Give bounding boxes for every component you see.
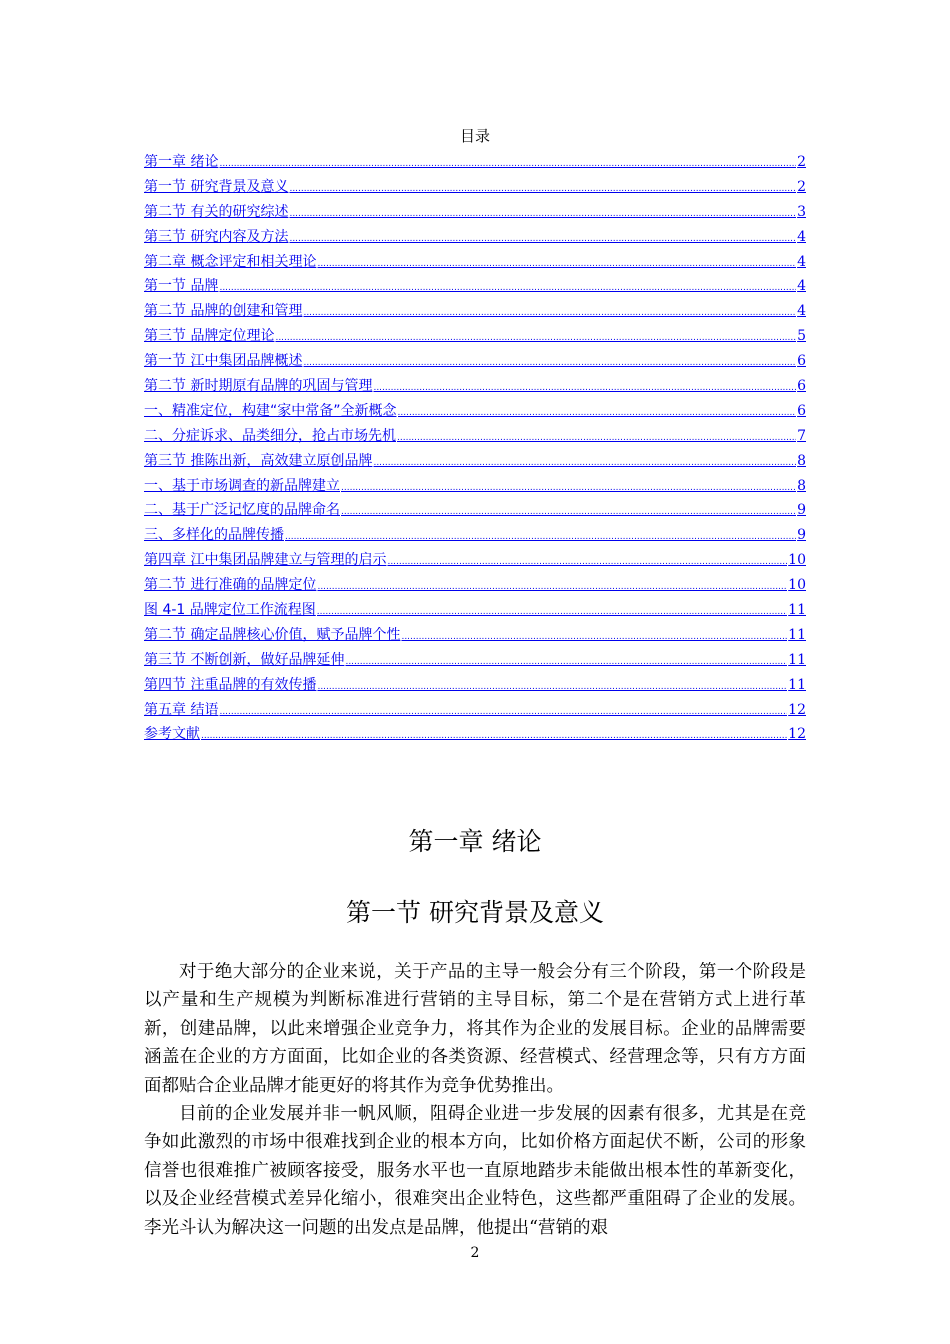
toc-leader-dots (387, 552, 787, 568)
toc-entry-page: 5 (797, 328, 806, 345)
paragraph: 对于绝大部分的企业来说，关于产品的主导一般会分有三个阶段，第一个阶段是以产量和生产规模为判断标准进行营销的主导目标，第二个是在营销方式上进行革新，创建品牌，以此来增强企业竞争力，将其作为企业的发展目标。企业的品牌需要涵盖在企业的方方面面，比如企业的各类资源、经营模式、经营理念等，只有方方面面都贴合企业品牌才能更好的将其作为竞争优势推出。 (144, 962, 806, 1096)
toc-entry[interactable] (144, 375, 806, 400)
toc-leader-dots (397, 428, 796, 444)
toc-leader-dots (341, 478, 796, 494)
toc-entry-page: 4 (797, 278, 806, 295)
toc-entry-text: 第二节 新时期原有品牌的巩固与管理 (144, 378, 373, 395)
toc-entry-page: 10 (788, 552, 806, 569)
toc-entry-page: 9 (797, 527, 806, 544)
toc-leader-dots (289, 179, 796, 195)
toc-entry-text: 第三节 品牌定位理论 (144, 328, 275, 345)
toc-entry-text: 第一章 绪论 (144, 154, 219, 170)
toc-entry-page: 2 (797, 178, 806, 195)
toc-entry-page: 11 (788, 626, 806, 643)
toc-entry-page: 10 (788, 577, 806, 594)
toc-leader-dots (303, 303, 796, 319)
toc-entry-text: 第三节 不断创新，做好品牌延伸 (144, 651, 345, 668)
toc-entry-page: 6 (797, 353, 806, 370)
toc-entry-page: 8 (797, 452, 806, 469)
toc-leader-dots (398, 403, 797, 419)
toc-entry-text: 第二节 有关的研究综述 (144, 203, 289, 220)
toc-entry-page: 12 (788, 701, 806, 718)
toc-entry-text: 第三节 研究内容及方法 (144, 228, 289, 245)
toc-entry-text: 第二节 品牌的创建和管理 (144, 303, 303, 320)
toc-entry-page: 9 (797, 502, 806, 519)
toc-entry[interactable] (144, 699, 806, 724)
toc-entry-text: 二、基于广泛记忆度的品牌命名 (144, 502, 340, 519)
toc-entry[interactable] (144, 574, 806, 599)
page-number: 2 (470, 1245, 480, 1261)
body-text (144, 958, 806, 1242)
toc-leader-dots (285, 527, 796, 543)
toc-entry[interactable] (144, 674, 806, 699)
toc-leader-dots (289, 229, 796, 245)
toc-entry-page: 6 (797, 378, 806, 395)
section-heading: 第一节 研究背景及意义 (346, 898, 604, 927)
toc-entry[interactable] (144, 251, 806, 276)
toc-leader-dots (317, 602, 787, 618)
toc-entry-page: 11 (788, 651, 806, 668)
toc-entry-page: 7 (797, 427, 806, 444)
table-of-contents (144, 151, 806, 748)
toc-entry-text: 第一节 品牌 (144, 278, 219, 295)
toc-leader-dots (345, 652, 787, 668)
toc-leader-dots (317, 254, 796, 270)
toc-entry-page: 4 (797, 228, 806, 245)
toc-entry-page: 4 (797, 303, 806, 320)
toc-leader-dots (373, 453, 796, 469)
toc-entry-text: 第二章 概念评定和相关理论 (144, 253, 317, 270)
toc-entry-text: 第一节 研究背景及意义 (144, 178, 289, 195)
toc-entry-text: 二、分症诉求、品类细分，抢占市场先机 (144, 427, 396, 444)
toc-entry-page: 11 (788, 602, 806, 619)
toc-entry[interactable] (144, 176, 806, 201)
toc-entry[interactable] (144, 723, 806, 748)
toc-entry[interactable] (144, 499, 806, 524)
toc-entry[interactable] (144, 275, 806, 300)
toc-entry-text: 一、基于市场调查的新品牌建立 (144, 477, 340, 494)
toc-entry-text: 第四节 注重品牌的有效传播 (144, 676, 317, 693)
toc-entry-page: 12 (788, 726, 806, 743)
toc-entry-text: 图 4-1 品牌定位工作流程图 (144, 602, 316, 619)
toc-entry[interactable] (144, 475, 806, 500)
toc-leader-dots (341, 502, 796, 518)
toc-entry[interactable] (144, 624, 806, 649)
toc-leader-dots (317, 677, 787, 693)
toc-leader-dots (219, 702, 787, 718)
toc-entry-text: 第四章 江中集团品牌建立与管理的启示 (144, 552, 387, 569)
toc-entry[interactable] (144, 450, 806, 475)
toc-entry-text: 第三节 推陈出新，高效建立原创品牌 (144, 452, 373, 469)
toc-leader-dots (275, 328, 796, 344)
toc-leader-dots (303, 353, 796, 369)
toc-entry-page: 4 (797, 253, 806, 270)
chapter-heading: 第一章 绪论 (408, 827, 542, 856)
toc-leader-dots (401, 627, 787, 643)
toc-entry[interactable] (144, 151, 806, 176)
toc-entry-page: 3 (797, 203, 806, 220)
toc-entry-page: 2 (797, 154, 806, 170)
toc-entry[interactable] (144, 524, 806, 549)
toc-entry[interactable] (144, 325, 806, 350)
toc-entry-text: 参考文献 (144, 726, 200, 743)
toc-title: 目录 (459, 127, 490, 145)
toc-entry-page: 8 (797, 477, 806, 494)
toc-leader-dots (317, 577, 787, 593)
toc-entry-text: 第一节 江中集团品牌概述 (144, 353, 303, 370)
paragraph: 目前的企业发展并非一帆风顺，阻碍企业进一步发展的因素有很多，尤其是在竞争如此激烈的市场中很难找到企业的根本方向，比如价格方面起伏不断，公司的形象信誉也很难推广被顾客接受，服务水平也一直原地踏步未能做出根本性的革新变化，以及企业经营模式差异化缩小，很难突出企业特色，这些都严重阻碍了企业的发展。李光斗认为解决这一问题的出发点是品牌，他提出“营销的艰 (144, 1104, 806, 1238)
toc-leader-dots (219, 278, 796, 294)
toc-entry-page: 6 (797, 402, 806, 419)
toc-entry[interactable] (144, 226, 806, 251)
toc-entry[interactable] (144, 599, 806, 624)
toc-entry-text: 三、多样化的品牌传播 (144, 527, 284, 544)
toc-entry[interactable] (144, 549, 806, 574)
toc-leader-dots (201, 726, 787, 742)
toc-entry[interactable] (144, 300, 806, 325)
toc-leader-dots (219, 154, 796, 170)
toc-entry-page: 11 (788, 676, 806, 693)
toc-entry[interactable] (144, 425, 806, 450)
toc-entry[interactable] (144, 649, 806, 674)
toc-entry-text: 一、精准定位，构建“家中常备”全新概念 (144, 402, 397, 419)
toc-entry[interactable] (144, 400, 806, 425)
toc-entry-text: 第二节 确定品牌核心价值，赋予品牌个性 (144, 626, 401, 643)
toc-entry[interactable] (144, 350, 806, 375)
toc-entry-text: 第二节 进行准确的品牌定位 (144, 577, 317, 594)
toc-entry-text: 第五章 结语 (144, 701, 219, 718)
toc-leader-dots (289, 204, 796, 220)
toc-leader-dots (373, 378, 796, 394)
toc-entry[interactable] (144, 201, 806, 226)
